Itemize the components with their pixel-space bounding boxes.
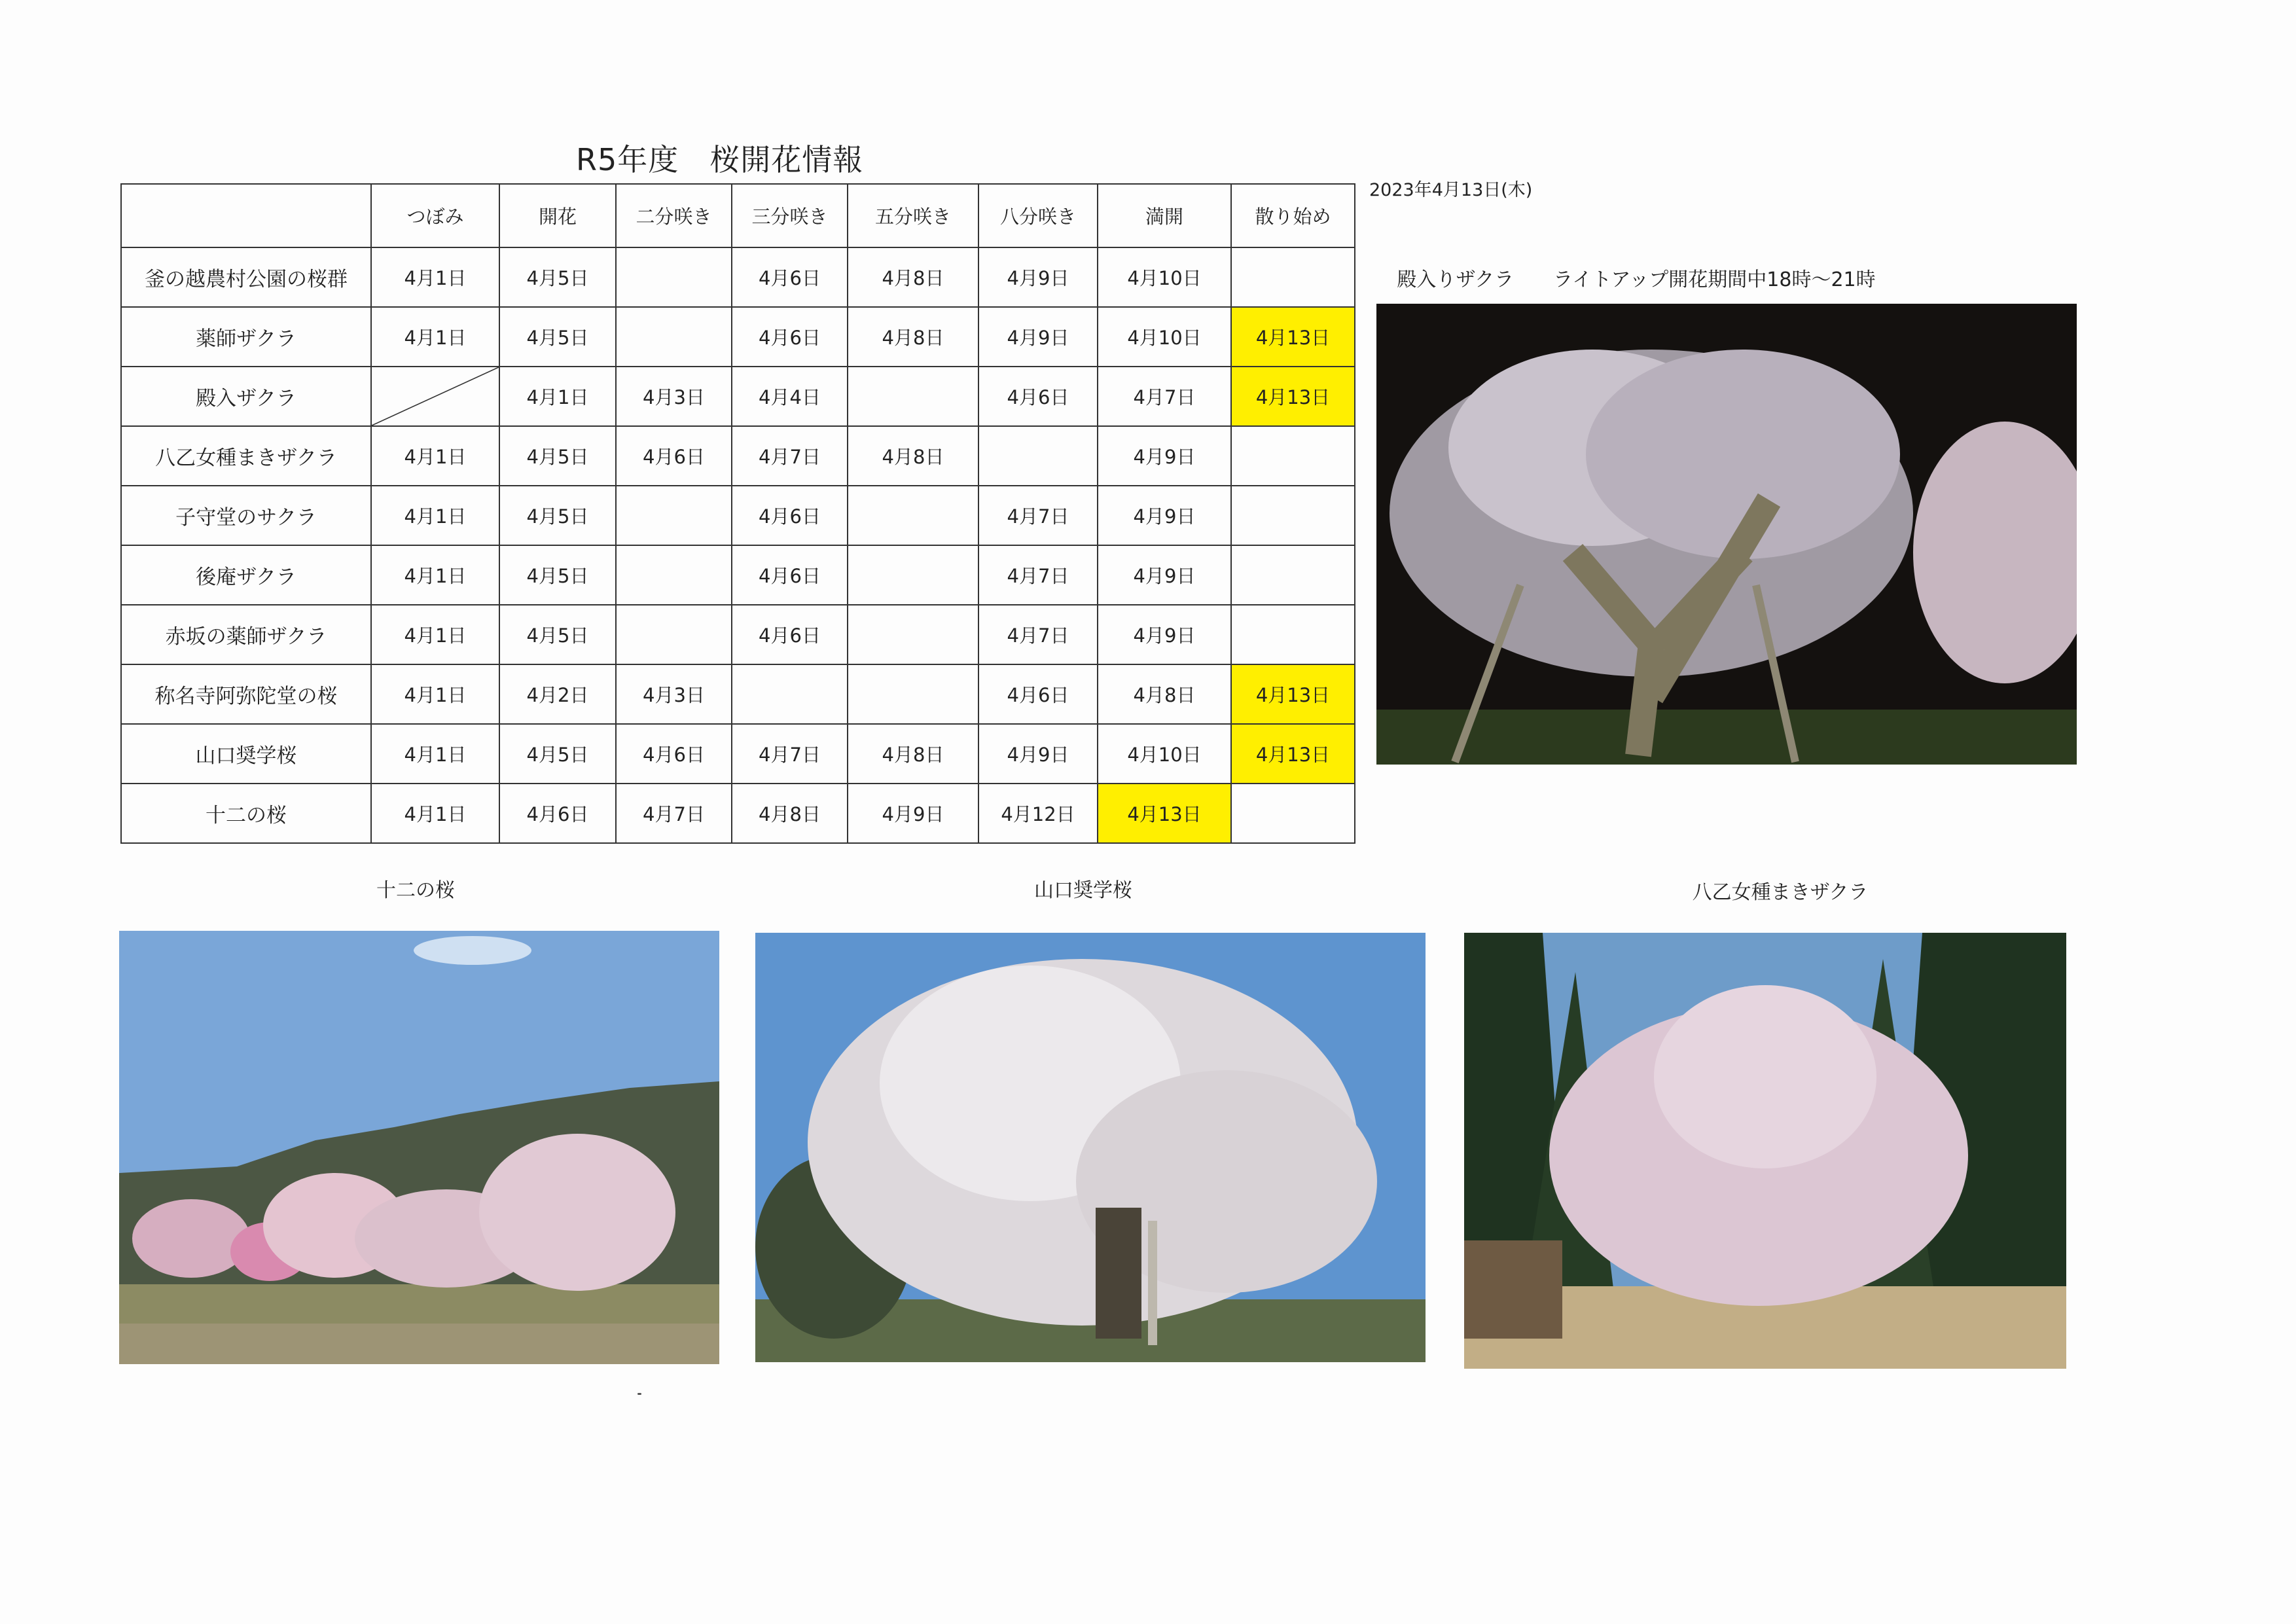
date-cell: 4月8日 xyxy=(732,784,848,843)
table-row xyxy=(121,724,1355,784)
date-cell: 4月1日 xyxy=(371,486,499,545)
date-cell: 4月7日 xyxy=(978,545,1098,605)
date-cell xyxy=(1231,605,1355,664)
date-cell: 4月13日 xyxy=(1231,367,1355,426)
header-stage-8: 散り始め xyxy=(1231,184,1355,247)
date-cell: 4月7日 xyxy=(978,486,1098,545)
date-cell: 4月1日 xyxy=(371,247,499,307)
date-cell: 4月5日 xyxy=(499,724,616,784)
header-stage-4: 三分咲き xyxy=(732,184,848,247)
site-name: 赤坂の薬師ザクラ xyxy=(121,605,371,664)
date-cell xyxy=(616,307,732,367)
date-cell: 4月1日 xyxy=(499,367,616,426)
date-cell: 4月6日 xyxy=(978,664,1098,724)
table-row xyxy=(121,426,1355,486)
date-cell: 4月8日 xyxy=(848,307,978,367)
date-cell: 4月7日 xyxy=(616,784,732,843)
date-cell xyxy=(978,426,1098,486)
date-cell: 4月13日 xyxy=(1231,307,1355,367)
report-date: 2023年4月13日(木) xyxy=(1369,180,1533,200)
site-name: 子守堂のサクラ xyxy=(121,486,371,545)
date-cell: 4月9日 xyxy=(1098,426,1231,486)
photo-tonoiri-zakura-lightup xyxy=(1376,304,2077,765)
site-name: 後庵ザクラ xyxy=(121,545,371,605)
date-cell: 4月1日 xyxy=(371,426,499,486)
site-name: 称名寺阿弥陀堂の桜 xyxy=(121,664,371,724)
date-cell: 4月8日 xyxy=(848,724,978,784)
table-row xyxy=(121,545,1355,605)
table-row xyxy=(121,784,1355,843)
site-name: 十二の桜 xyxy=(121,784,371,843)
site-name: 殿入ザクラ xyxy=(121,367,371,426)
date-cell: 4月5日 xyxy=(499,605,616,664)
date-cell: 4月7日 xyxy=(732,724,848,784)
header-stage-7: 満開 xyxy=(1098,184,1231,247)
page-title: R5年度 桜開花情報 xyxy=(576,142,864,177)
header-corner-cell xyxy=(121,184,371,247)
photo-caption-juni: 十二の桜 xyxy=(376,879,455,902)
date-cell: 4月7日 xyxy=(732,426,848,486)
photo-juni-no-sakura xyxy=(119,931,719,1364)
photo-yaotome-tanemaki-zakura xyxy=(1464,933,2066,1369)
date-cell xyxy=(1231,486,1355,545)
table-row xyxy=(121,307,1355,367)
date-cell: 4月9日 xyxy=(978,724,1098,784)
site-name: 八乙女種まきザクラ xyxy=(121,426,371,486)
date-cell: 4月6日 xyxy=(732,307,848,367)
date-cell: 4月1日 xyxy=(371,664,499,724)
date-cell: 4月6日 xyxy=(732,605,848,664)
date-cell xyxy=(848,367,978,426)
date-cell: 4月6日 xyxy=(499,784,616,843)
header-stage-6: 八分咲き xyxy=(978,184,1098,247)
date-cell: 4月8日 xyxy=(1098,664,1231,724)
date-cell: 4月10日 xyxy=(1098,307,1231,367)
date-cell: 4月9日 xyxy=(978,307,1098,367)
date-cell: 4月6日 xyxy=(978,367,1098,426)
date-cell: 4月2日 xyxy=(499,664,616,724)
date-cell xyxy=(848,605,978,664)
date-cell xyxy=(1231,784,1355,843)
site-name: 薬師ザクラ xyxy=(121,307,371,367)
date-cell: 4月10日 xyxy=(1098,247,1231,307)
site-name: 山口奨学桜 xyxy=(121,724,371,784)
date-cell: 4月1日 xyxy=(371,784,499,843)
photo-caption-tonoiri: 殿入りザクラ ライトアップ開花期間中18時～21時 xyxy=(1397,268,1876,291)
table-row xyxy=(121,605,1355,664)
date-cell: 4月5日 xyxy=(499,247,616,307)
date-cell: 4月1日 xyxy=(371,724,499,784)
date-cell xyxy=(848,545,978,605)
date-cell: 4月8日 xyxy=(848,426,978,486)
table-row xyxy=(121,247,1355,307)
date-cell: 4月1日 xyxy=(371,605,499,664)
header-stage-2: 開花 xyxy=(499,184,616,247)
date-cell: 4月1日 xyxy=(371,307,499,367)
table-row xyxy=(121,664,1355,724)
date-cell: 4月9日 xyxy=(1098,605,1231,664)
date-cell: 4月13日 xyxy=(1098,784,1231,843)
date-cell: 4月13日 xyxy=(1231,724,1355,784)
photo-caption-yamaguchi: 山口奨学桜 xyxy=(1034,879,1132,902)
date-cell: 4月9日 xyxy=(1098,486,1231,545)
photo-caption-yaotome: 八乙女種まきザクラ xyxy=(1692,881,1869,904)
date-cell: 4月1日 xyxy=(371,545,499,605)
date-cell xyxy=(732,664,848,724)
table-header-row xyxy=(121,184,1355,247)
header-stage-1: つぼみ xyxy=(371,184,499,247)
photo-yamaguchi-shogaku-zakura xyxy=(755,933,1426,1362)
date-cell: 4月10日 xyxy=(1098,724,1231,784)
date-cell: 4月8日 xyxy=(848,247,978,307)
date-cell xyxy=(848,486,978,545)
not-applicable-cell xyxy=(371,367,499,426)
date-cell: 4月5日 xyxy=(499,426,616,486)
date-cell: 4月6日 xyxy=(732,486,848,545)
date-cell xyxy=(848,664,978,724)
date-cell: 4月9日 xyxy=(1098,545,1231,605)
bloom-status-table xyxy=(120,183,1355,844)
site-name: 釜の越農村公園の桜群 xyxy=(121,247,371,307)
table-row xyxy=(121,486,1355,545)
date-cell: 4月6日 xyxy=(732,545,848,605)
date-cell: 4月5日 xyxy=(499,307,616,367)
date-cell: 4月4日 xyxy=(732,367,848,426)
date-cell: 4月6日 xyxy=(732,247,848,307)
date-cell: 4月12日 xyxy=(978,784,1098,843)
date-cell xyxy=(1231,426,1355,486)
date-cell: 4月7日 xyxy=(1098,367,1231,426)
date-cell: 4月6日 xyxy=(616,426,732,486)
date-cell xyxy=(616,247,732,307)
date-cell xyxy=(616,545,732,605)
table-row xyxy=(121,367,1355,426)
date-cell xyxy=(616,605,732,664)
date-cell xyxy=(616,486,732,545)
date-cell: 4月3日 xyxy=(616,367,732,426)
date-cell xyxy=(1231,545,1355,605)
date-cell: 4月7日 xyxy=(978,605,1098,664)
date-cell: 4月13日 xyxy=(1231,664,1355,724)
date-cell: 4月3日 xyxy=(616,664,732,724)
header-stage-3: 二分咲き xyxy=(616,184,732,247)
date-cell: 4月9日 xyxy=(848,784,978,843)
header-stage-5: 五分咲き xyxy=(848,184,978,247)
date-cell: 4月6日 xyxy=(616,724,732,784)
date-cell: 4月9日 xyxy=(978,247,1098,307)
date-cell: 4月5日 xyxy=(499,545,616,605)
date-cell: 4月5日 xyxy=(499,486,616,545)
